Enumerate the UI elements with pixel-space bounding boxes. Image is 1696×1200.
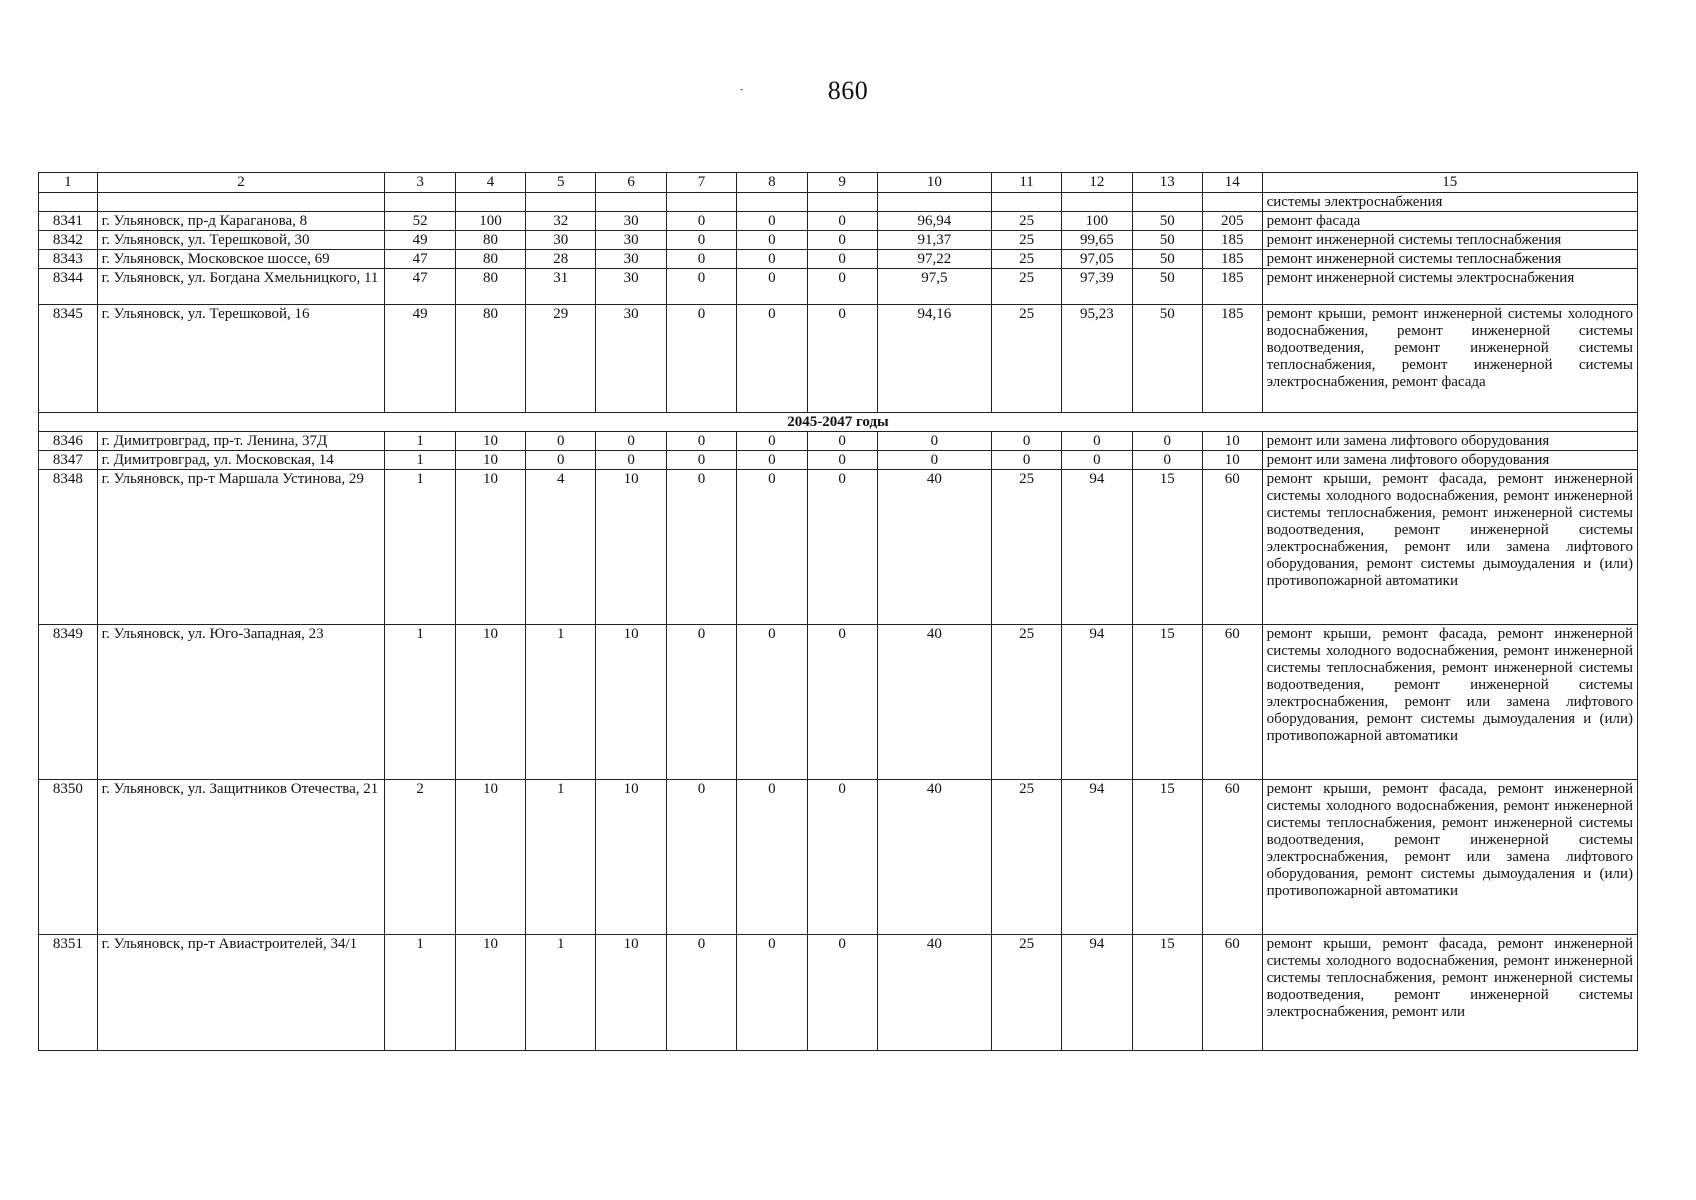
value-col-7: 0 — [666, 231, 736, 250]
value-col-13: 0 — [1132, 432, 1202, 451]
value-col-6: 10 — [596, 935, 666, 1051]
value-col-8: 0 — [737, 935, 807, 1051]
value-col-12: 0 — [1062, 451, 1132, 470]
value-col-11: 25 — [991, 935, 1061, 1051]
value-col-13: 50 — [1132, 231, 1202, 250]
value-col-4: 80 — [455, 269, 525, 305]
value-col-10: 97,5 — [877, 269, 991, 305]
value-col-9: 0 — [807, 269, 877, 305]
value-col-12: 100 — [1062, 212, 1132, 231]
value-col-8: 0 — [737, 269, 807, 305]
value-col-4: 80 — [455, 231, 525, 250]
value-col-3: 1 — [385, 625, 455, 780]
value-col-5: 30 — [526, 231, 596, 250]
column-header-2: 2 — [97, 173, 385, 193]
row-number: 8347 — [39, 451, 98, 470]
address: г. Ульяновск, ул. Терешковой, 30 — [97, 231, 385, 250]
table-row — [39, 250, 1638, 269]
value-col-4: 10 — [455, 451, 525, 470]
value-col-5: 31 — [526, 269, 596, 305]
value-col-6: 30 — [596, 231, 666, 250]
work-description: системы электроснабжения — [1262, 193, 1637, 212]
address: г. Ульяновск, ул. Терешковой, 16 — [97, 305, 385, 413]
value-col-6: 10 — [596, 625, 666, 780]
column-header-14: 14 — [1202, 173, 1262, 193]
value-col-7: 0 — [666, 470, 736, 625]
work-description: ремонт или замена лифтового оборудования — [1262, 432, 1637, 451]
value-col-4: 10 — [455, 780, 525, 935]
value-col-13: 15 — [1132, 470, 1202, 625]
scan-speck: - — [740, 84, 744, 95]
value-col-14: 185 — [1202, 269, 1262, 305]
value-col-6: 30 — [596, 250, 666, 269]
value-col-5: 0 — [526, 432, 596, 451]
value-col-12: 0 — [1062, 432, 1132, 451]
table-row — [39, 305, 1638, 413]
value-col-9: 0 — [807, 780, 877, 935]
header-row — [39, 173, 1638, 193]
value-col-8: 0 — [737, 625, 807, 780]
value-col-5: 1 — [526, 935, 596, 1051]
empty-cell — [455, 193, 525, 212]
value-col-11: 25 — [991, 470, 1061, 625]
value-col-13: 50 — [1132, 269, 1202, 305]
value-col-14: 185 — [1202, 250, 1262, 269]
value-col-14: 205 — [1202, 212, 1262, 231]
table-row — [39, 269, 1638, 305]
value-col-7: 0 — [666, 451, 736, 470]
value-col-7: 0 — [666, 780, 736, 935]
value-col-6: 0 — [596, 451, 666, 470]
value-col-3: 49 — [385, 231, 455, 250]
empty-cell — [666, 193, 736, 212]
empty-cell — [385, 193, 455, 212]
work-description: ремонт инженерной системы теплоснабжения — [1262, 250, 1637, 269]
empty-cell — [39, 193, 98, 212]
work-description: ремонт крыши, ремонт фасада, ремонт инженерной системы холодного водоснабжения, ремонт инженерной системы теплоснабжения, ремонт инженерной системы водоотведения, ремонт инженерной системы электроснабжения, ремонт или замена лифтового оборудования, ремонт системы дымоудаления и (или) противопожарной автоматики — [1262, 780, 1637, 935]
value-col-8: 0 — [737, 432, 807, 451]
value-col-14: 10 — [1202, 451, 1262, 470]
value-col-6: 10 — [596, 470, 666, 625]
value-col-7: 0 — [666, 250, 736, 269]
table-row — [39, 470, 1638, 625]
row-number: 8342 — [39, 231, 98, 250]
value-col-10: 0 — [877, 432, 991, 451]
value-col-6: 0 — [596, 432, 666, 451]
value-col-14: 10 — [1202, 432, 1262, 451]
repair-schedule-table — [38, 172, 1638, 1051]
value-col-7: 0 — [666, 269, 736, 305]
value-col-13: 15 — [1132, 935, 1202, 1051]
value-col-5: 4 — [526, 470, 596, 625]
value-col-12: 94 — [1062, 935, 1132, 1051]
value-col-10: 40 — [877, 935, 991, 1051]
value-col-8: 0 — [737, 780, 807, 935]
value-col-10: 91,37 — [877, 231, 991, 250]
value-col-10: 97,22 — [877, 250, 991, 269]
value-col-12: 97,05 — [1062, 250, 1132, 269]
table-row — [39, 432, 1638, 451]
empty-cell — [97, 193, 385, 212]
value-col-3: 47 — [385, 269, 455, 305]
value-col-9: 0 — [807, 231, 877, 250]
value-col-9: 0 — [807, 451, 877, 470]
address: г. Димитровград, пр-т. Ленина, 37Д — [97, 432, 385, 451]
value-col-4: 10 — [455, 625, 525, 780]
value-col-3: 49 — [385, 305, 455, 413]
row-number: 8351 — [39, 935, 98, 1051]
value-col-3: 2 — [385, 780, 455, 935]
value-col-10: 96,94 — [877, 212, 991, 231]
value-col-4: 10 — [455, 432, 525, 451]
value-col-9: 0 — [807, 212, 877, 231]
address: г. Димитровград, ул. Московская, 14 — [97, 451, 385, 470]
table-row — [39, 231, 1638, 250]
value-col-3: 1 — [385, 451, 455, 470]
column-header-1: 1 — [39, 173, 98, 193]
value-col-6: 30 — [596, 212, 666, 231]
column-header-13: 13 — [1132, 173, 1202, 193]
table-row — [39, 780, 1638, 935]
row-number: 8341 — [39, 212, 98, 231]
table-row — [39, 212, 1638, 231]
table-row — [39, 451, 1638, 470]
column-header-4: 4 — [455, 173, 525, 193]
value-col-7: 0 — [666, 212, 736, 231]
empty-cell — [1132, 193, 1202, 212]
value-col-11: 25 — [991, 780, 1061, 935]
row-number: 8349 — [39, 625, 98, 780]
address: г. Ульяновск, пр-т Маршала Устинова, 29 — [97, 470, 385, 625]
value-col-8: 0 — [737, 231, 807, 250]
empty-cell — [1062, 193, 1132, 212]
work-description: ремонт крыши, ремонт фасада, ремонт инженерной системы холодного водоснабжения, ремонт инженерной системы теплоснабжения, ремонт инженерной системы водоотведения, ремонт инженерной системы электроснабжения, ремонт или замена лифтового оборудования, ремонт системы дымоудаления и (или) противопожарной автоматики — [1262, 625, 1637, 780]
work-description: ремонт или замена лифтового оборудования — [1262, 451, 1637, 470]
value-col-5: 32 — [526, 212, 596, 231]
value-col-4: 100 — [455, 212, 525, 231]
column-header-9: 9 — [807, 173, 877, 193]
empty-cell — [991, 193, 1061, 212]
value-col-11: 0 — [991, 451, 1061, 470]
value-col-11: 25 — [991, 250, 1061, 269]
value-col-10: 40 — [877, 780, 991, 935]
work-description: ремонт фасада — [1262, 212, 1637, 231]
column-header-3: 3 — [385, 173, 455, 193]
carryover-row — [39, 193, 1638, 212]
address: г. Ульяновск, пр-т Авиастроителей, 34/1 — [97, 935, 385, 1051]
period-label: 2045-2047 годы — [39, 413, 1638, 432]
value-col-9: 0 — [807, 305, 877, 413]
table-body — [39, 173, 1638, 1051]
value-col-12: 95,23 — [1062, 305, 1132, 413]
value-col-4: 10 — [455, 935, 525, 1051]
value-col-14: 185 — [1202, 305, 1262, 413]
value-col-4: 80 — [455, 305, 525, 413]
value-col-9: 0 — [807, 625, 877, 780]
column-header-7: 7 — [666, 173, 736, 193]
value-col-10: 40 — [877, 470, 991, 625]
empty-cell — [877, 193, 991, 212]
work-description: ремонт крыши, ремонт инженерной системы холодного водоснабжения, ремонт инженерной системы водоотведения, ремонт инженерной системы теплоснабжения, ремонт инженерной системы электроснабжения, ремонт фасада — [1262, 305, 1637, 413]
row-number: 8343 — [39, 250, 98, 269]
row-number: 8345 — [39, 305, 98, 413]
address: г. Ульяновск, ул. Юго-Западная, 23 — [97, 625, 385, 780]
table-row — [39, 625, 1638, 780]
value-col-13: 50 — [1132, 212, 1202, 231]
value-col-13: 50 — [1132, 250, 1202, 269]
column-header-12: 12 — [1062, 173, 1132, 193]
value-col-12: 94 — [1062, 470, 1132, 625]
value-col-10: 94,16 — [877, 305, 991, 413]
value-col-9: 0 — [807, 470, 877, 625]
value-col-3: 47 — [385, 250, 455, 269]
work-description: ремонт инженерной системы электроснабжения — [1262, 269, 1637, 305]
row-number: 8350 — [39, 780, 98, 935]
table-row — [39, 935, 1638, 1051]
value-col-10: 0 — [877, 451, 991, 470]
address: г. Ульяновск, Московское шоссе, 69 — [97, 250, 385, 269]
column-header-11: 11 — [991, 173, 1061, 193]
value-col-6: 30 — [596, 305, 666, 413]
empty-cell — [737, 193, 807, 212]
value-col-11: 25 — [991, 231, 1061, 250]
value-col-11: 25 — [991, 305, 1061, 413]
address: г. Ульяновск, пр-д Караганова, 8 — [97, 212, 385, 231]
row-number: 8348 — [39, 470, 98, 625]
value-col-7: 0 — [666, 625, 736, 780]
work-description: ремонт крыши, ремонт фасада, ремонт инженерной системы холодного водоснабжения, ремонт инженерной системы теплоснабжения, ремонт инженерной системы водоотведения, ремонт инженерной системы электроснабжения, ремонт или — [1262, 935, 1637, 1051]
page-number: 860 — [827, 76, 869, 105]
value-col-4: 80 — [455, 250, 525, 269]
value-col-8: 0 — [737, 305, 807, 413]
address: г. Ульяновск, ул. Богдана Хмельницкого, 11 — [97, 269, 385, 305]
value-col-7: 0 — [666, 432, 736, 451]
value-col-3: 1 — [385, 432, 455, 451]
value-col-6: 30 — [596, 269, 666, 305]
value-col-4: 10 — [455, 470, 525, 625]
value-col-7: 0 — [666, 305, 736, 413]
value-col-14: 60 — [1202, 780, 1262, 935]
value-col-12: 97,39 — [1062, 269, 1132, 305]
value-col-11: 25 — [991, 269, 1061, 305]
row-number: 8346 — [39, 432, 98, 451]
column-header-15: 15 — [1262, 173, 1637, 193]
address: г. Ульяновск, ул. Защитников Отечества, 21 — [97, 780, 385, 935]
value-col-9: 0 — [807, 432, 877, 451]
value-col-13: 15 — [1132, 780, 1202, 935]
value-col-12: 99,65 — [1062, 231, 1132, 250]
value-col-5: 1 — [526, 625, 596, 780]
work-description: ремонт крыши, ремонт фасада, ремонт инженерной системы холодного водоснабжения, ремонт инженерной системы теплоснабжения, ремонт инженерной системы водоотведения, ремонт инженерной системы электроснабжения, ремонт или замена лифтового оборудования, ремонт системы дымоудаления и (или) противопожарной автоматики — [1262, 470, 1637, 625]
value-col-13: 50 — [1132, 305, 1202, 413]
value-col-5: 1 — [526, 780, 596, 935]
period-row — [39, 413, 1638, 432]
value-col-9: 0 — [807, 250, 877, 269]
work-description: ремонт инженерной системы теплоснабжения — [1262, 231, 1637, 250]
value-col-13: 0 — [1132, 451, 1202, 470]
value-col-13: 15 — [1132, 625, 1202, 780]
value-col-5: 29 — [526, 305, 596, 413]
value-col-8: 0 — [737, 212, 807, 231]
value-col-14: 185 — [1202, 231, 1262, 250]
value-col-11: 25 — [991, 625, 1061, 780]
value-col-3: 1 — [385, 935, 455, 1051]
value-col-9: 0 — [807, 935, 877, 1051]
value-col-3: 52 — [385, 212, 455, 231]
value-col-3: 1 — [385, 470, 455, 625]
column-header-10: 10 — [877, 173, 991, 193]
value-col-11: 0 — [991, 432, 1061, 451]
empty-cell — [596, 193, 666, 212]
value-col-8: 0 — [737, 470, 807, 625]
value-col-5: 0 — [526, 451, 596, 470]
column-header-8: 8 — [737, 173, 807, 193]
value-col-10: 40 — [877, 625, 991, 780]
value-col-7: 0 — [666, 935, 736, 1051]
value-col-14: 60 — [1202, 935, 1262, 1051]
value-col-12: 94 — [1062, 625, 1132, 780]
value-col-8: 0 — [737, 451, 807, 470]
value-col-11: 25 — [991, 212, 1061, 231]
value-col-14: 60 — [1202, 470, 1262, 625]
value-col-6: 10 — [596, 780, 666, 935]
row-number: 8344 — [39, 269, 98, 305]
column-header-6: 6 — [596, 173, 666, 193]
value-col-14: 60 — [1202, 625, 1262, 780]
value-col-8: 0 — [737, 250, 807, 269]
value-col-5: 28 — [526, 250, 596, 269]
empty-cell — [1202, 193, 1262, 212]
value-col-12: 94 — [1062, 780, 1132, 935]
column-header-5: 5 — [526, 173, 596, 193]
empty-cell — [807, 193, 877, 212]
empty-cell — [526, 193, 596, 212]
